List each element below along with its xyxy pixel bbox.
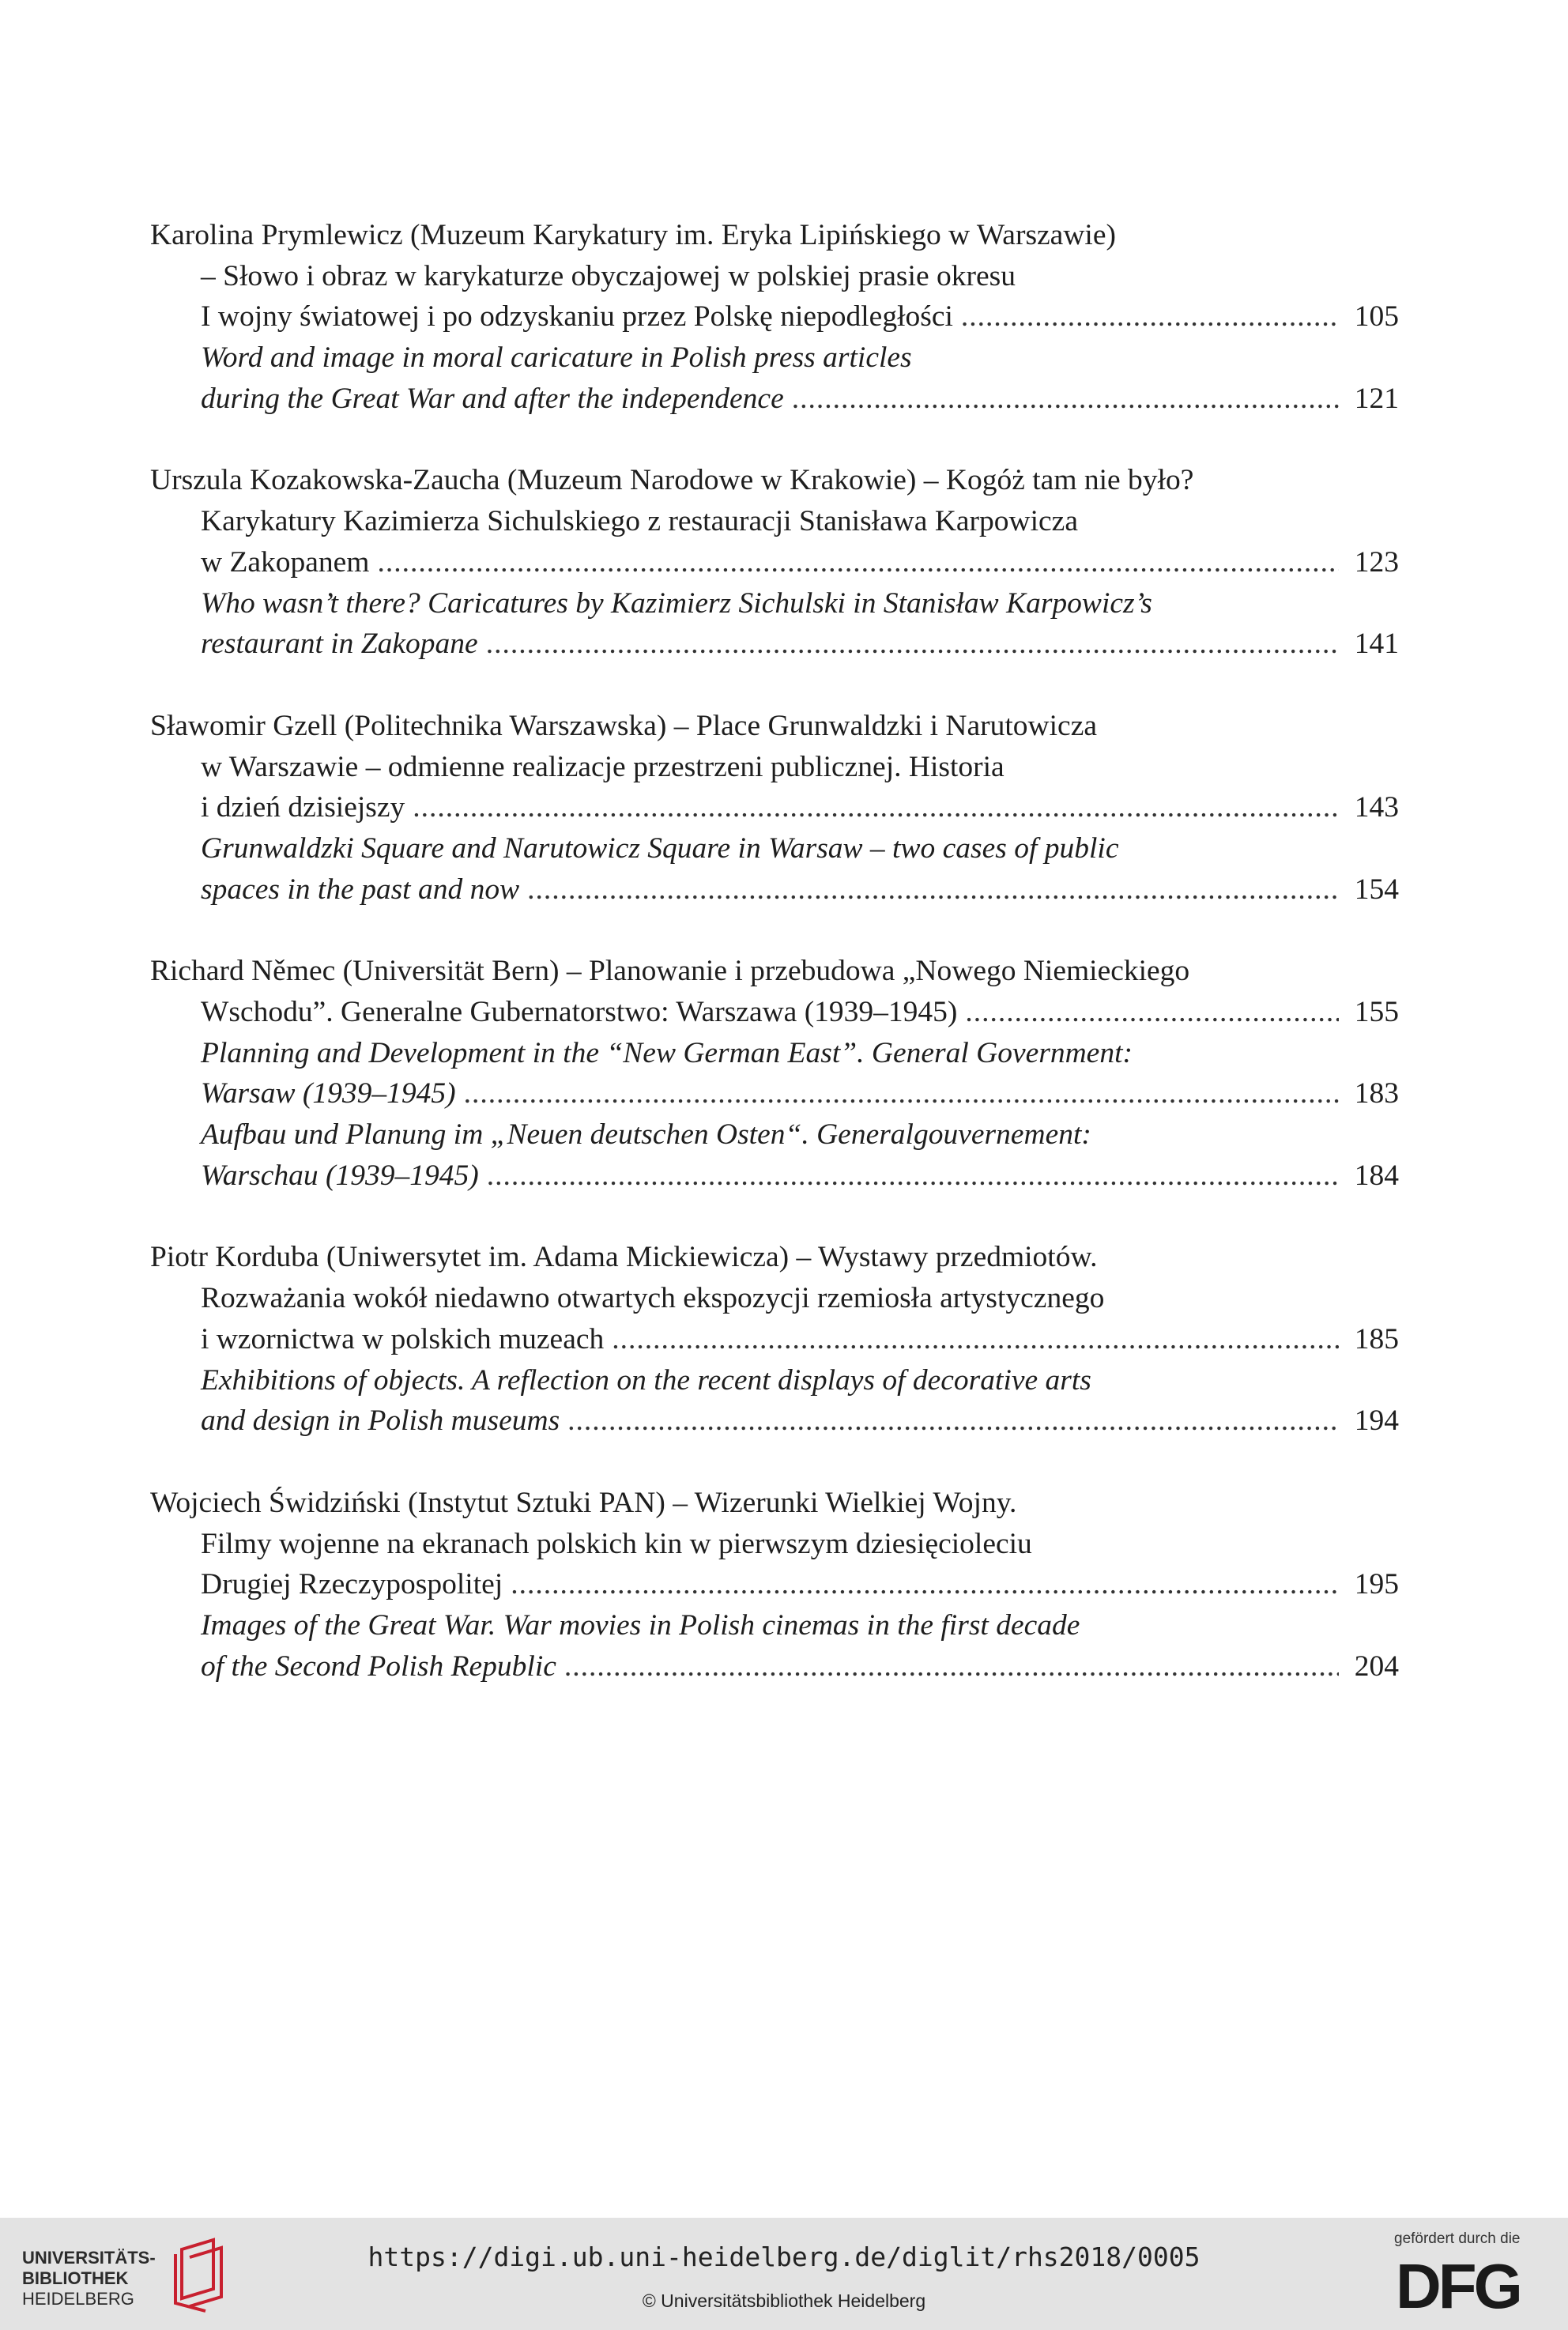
- dot-leader: [464, 1073, 1339, 1114]
- page-number: 194: [1354, 1404, 1399, 1438]
- toc-line-text: i dzień dzisiejszy: [201, 791, 405, 824]
- dot-leader: [377, 542, 1339, 583]
- dot-leader: [527, 869, 1339, 911]
- page-number: 155: [1354, 996, 1399, 1028]
- toc-entry: [150, 1237, 1399, 1441]
- toc-line-text: w Warszawie – odmienne realizacje przestrzeni publicznej. Historia: [201, 750, 1004, 783]
- page-number: 143: [1354, 791, 1399, 824]
- toc-line-text: Karolina Prymlewicz (Muzeum Karykatury im. Eryka Lipińskiego w Warszawie): [150, 219, 1116, 251]
- page-number: 121: [1354, 382, 1399, 415]
- dot-leader: [413, 787, 1339, 828]
- toc-line-text: Rozważania wokół niedawno otwartych ekspozycji rzemiosła artystycznego: [201, 1282, 1105, 1315]
- toc-line-text: Aufbau und Planung im „Neuen deutschen Osten“. Generalgouvernement:: [201, 1118, 1091, 1152]
- toc-line-text: Exhibitions of objects. A reflection on the recent displays of decorative arts: [201, 1363, 1091, 1397]
- toc-line-text: during the Great War and after the independence: [201, 382, 784, 415]
- dot-leader: [486, 624, 1339, 665]
- toc-entry: [150, 460, 1399, 664]
- toc-line-text: i wzornictwa w polskich muzeach: [201, 1322, 605, 1355]
- table-of-contents: [150, 215, 1399, 1728]
- page-number: 105: [1354, 300, 1399, 334]
- dot-leader: [487, 1156, 1339, 1197]
- toc-line-text: of the Second Polish Republic: [201, 1649, 556, 1683]
- toc-line-text: Piotr Korduba (Uniwersytet im. Adama Mickiewicza) – Wystawy przedmiotów.: [150, 1241, 1098, 1274]
- toc-line-text: restaurant in Zakopane: [201, 628, 478, 661]
- toc-line-text: Grunwaldzki Square and Narutowicz Square in Warsaw – two cases of public: [201, 831, 1119, 865]
- dot-leader: [961, 296, 1339, 337]
- toc-line-with-page: [150, 1156, 1399, 1197]
- toc-line-text: Drugiej Rzeczypospolitej: [201, 1568, 503, 1601]
- toc-line-with-page: [150, 296, 1399, 337]
- dot-leader: [612, 1319, 1339, 1360]
- toc-line-with-page: [150, 1073, 1399, 1114]
- toc-line-text: – Słowo i obraz w karykaturze obyczajowej w polskiej prasie okresu: [201, 259, 1016, 292]
- page-number: 184: [1354, 1159, 1399, 1192]
- toc-line-with-page: [150, 787, 1399, 828]
- toc-entry: [150, 706, 1399, 910]
- page-number: 154: [1354, 873, 1399, 906]
- toc-line-with-page: [150, 1401, 1399, 1442]
- toc-line-with-page: [150, 624, 1399, 665]
- toc-line-text: Filmy wojenne na ekranach polskich kin w pierwszym dziesięcioleciu: [201, 1527, 1032, 1560]
- toc-line-with-page: [150, 542, 1399, 583]
- toc-entry: [150, 951, 1399, 1196]
- dfg-funding-note: gefördert durch die: [1394, 2230, 1521, 2247]
- logo-text-line3: HEIDELBERG: [22, 2289, 134, 2309]
- logo-text-line1: UNIVERSITÄTS-: [22, 2248, 156, 2268]
- toc-line-with-page: [150, 869, 1399, 911]
- page-url-link[interactable]: https://digi.ub.uni-heidelberg.de/diglit/rhs2018/0005: [368, 2241, 1200, 2272]
- page-number: 141: [1354, 628, 1399, 661]
- dot-leader: [564, 1646, 1339, 1687]
- toc-line-with-page: [150, 992, 1399, 1033]
- dfg-logo-icon: [1394, 2253, 1552, 2316]
- page-number: 183: [1354, 1077, 1399, 1110]
- toc-line-text: Word and image in moral caricature in Polish press articles: [201, 341, 912, 375]
- dot-leader: [965, 992, 1339, 1033]
- toc-line-text: spaces in the past and now: [201, 873, 520, 906]
- toc-line-text: and design in Polish museums: [201, 1404, 560, 1438]
- toc-line-with-page: [150, 379, 1399, 420]
- toc-entry: [150, 215, 1399, 419]
- toc-line-text: Karykatury Kazimierza Sichulskiego z restauracji Stanisława Karpowicza: [201, 505, 1078, 538]
- dot-leader: [792, 379, 1339, 420]
- toc-line-text: Urszula Kozakowska-Zaucha (Muzeum Narodowe w Krakowie) – Kogóż tam nie było?: [150, 464, 1194, 497]
- page-number: 123: [1354, 545, 1399, 579]
- dfg-logo-text: DFG: [1396, 2253, 1520, 2316]
- page-number: 185: [1354, 1322, 1399, 1355]
- toc-line-with-page: [150, 1319, 1399, 1360]
- dfg-funding-logo[interactable]: [1394, 2230, 1552, 2317]
- toc-entry: [150, 1483, 1399, 1687]
- toc-line-text: Images of the Great War. War movies in Polish cinemas in the first decade: [201, 1608, 1080, 1642]
- toc-line-text: Warschau (1939–1945): [201, 1159, 479, 1192]
- toc-line-text: Planning and Development in the “New German East”. General Government:: [201, 1036, 1133, 1069]
- toc-line-with-page: [150, 1646, 1399, 1687]
- toc-line-with-page: [150, 1564, 1399, 1605]
- dot-leader: [511, 1564, 1339, 1605]
- toc-line-text: Who wasn’t there? Caricatures by Kazimierz Sichulski in Stanisław Karpowicz’s: [201, 586, 1152, 620]
- copyright-notice: © Universitätsbibliothek Heidelberg: [642, 2290, 926, 2311]
- dot-leader: [567, 1401, 1339, 1442]
- footer-bar: [0, 2218, 1568, 2330]
- toc-line-text: Warsaw (1939–1945): [201, 1077, 456, 1110]
- toc-line-text: Wojciech Świdziński (Instytut Sztuki PAN) – Wizerunki Wielkiej Wojny.: [150, 1486, 1017, 1519]
- toc-line-text: I wojny światowej i po odzyskaniu przez Polskę niepodległości: [201, 300, 953, 334]
- toc-line-text: Wschodu”. Generalne Gubernatorstwo: Warszawa (1939–1945): [201, 996, 958, 1028]
- page-number: 204: [1354, 1649, 1399, 1683]
- logo-text-line2: BIBLIOTHEK: [22, 2268, 129, 2288]
- toc-line-text: Richard Němec (Universität Bern) – Planowanie i przebudowa „Nowego Niemieckiego: [150, 955, 1190, 988]
- toc-line-text: Sławomir Gzell (Politechnika Warszawska) – Place Grunwaldzki i Narutowicza: [150, 709, 1097, 742]
- page-number: 195: [1354, 1568, 1399, 1601]
- toc-line-text: w Zakopanem: [201, 545, 370, 579]
